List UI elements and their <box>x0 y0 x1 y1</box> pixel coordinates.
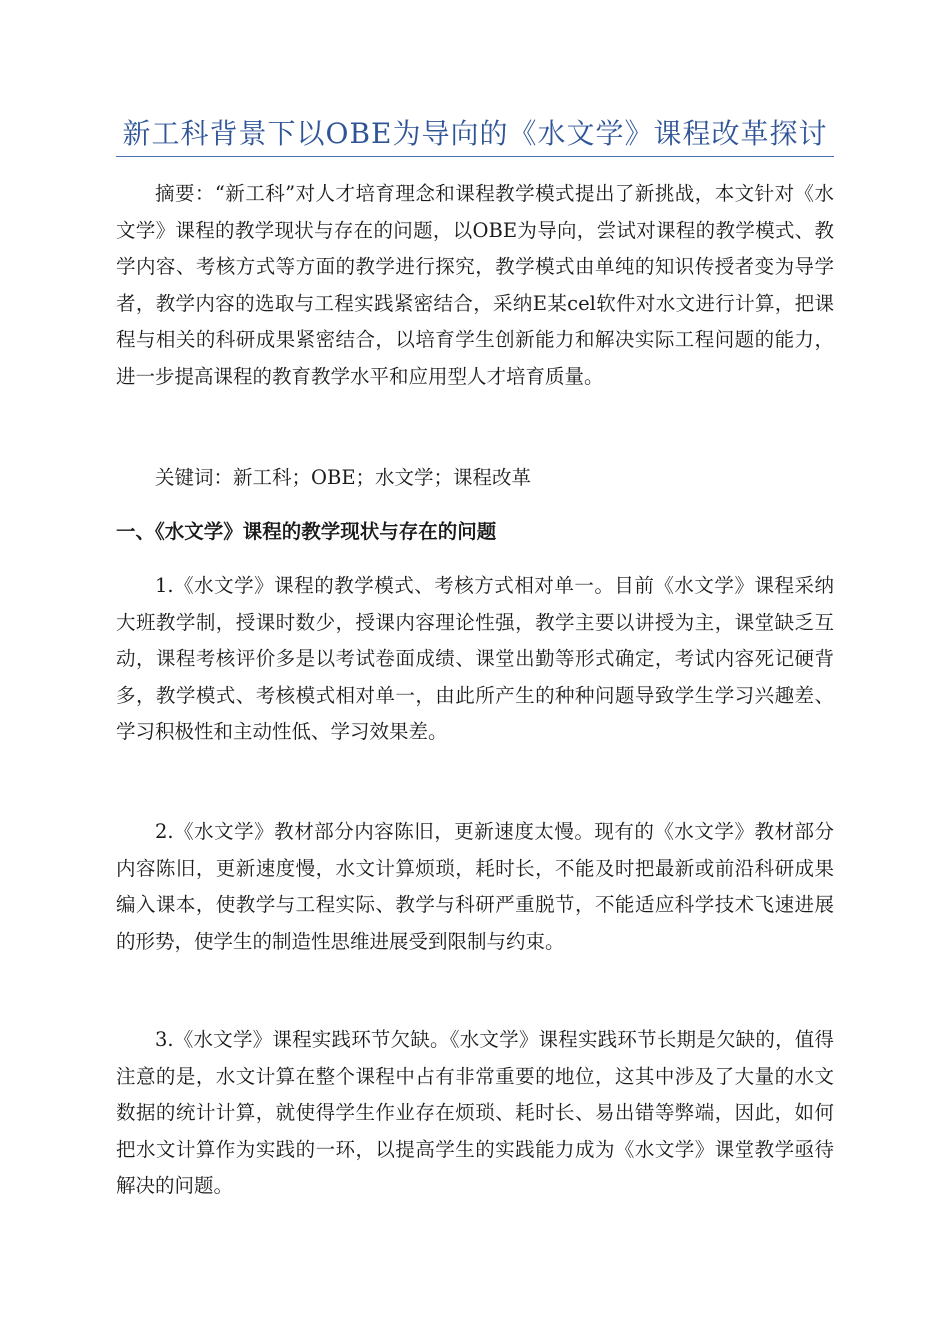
abstract-paragraph: 摘要：“新工科”对人才培育理念和课程教学模式提出了新挑战，本文针对《水文学》课程的教学现状与存在的问题，以OBE为导向，尝试对课程的教学模式、教学内容、考核方式等方面的教学进行探究，教学模式由单纯的知识传授者变为导学者，教学内容的选取与工程实践紧密结合，采纳E某cel软件对水文进行计算，把课程与相关的科研成果紧密结合，以培育学生创新能力和解决实际工程问题的能力，进一步提高课程的教育教学水平和应用型人才培育质量。 <box>116 182 834 388</box>
title-underline <box>116 156 834 157</box>
body-paragraph-3: 3.《水文学》课程实践环节欠缺。《水文学》课程实践环节长期是欠缺的，值得注意的是，水文计算在整个课程中占有非常重要的地位，这其中涉及了大量的水文数据的统计计算，就使得学生作业存在烦琐、耗时长、易出错等弊端，因此，如何把水文计算作为实践的一环，以提高学生的实践能力成为《水文学》课堂教学亟待解决的问题。 <box>116 1028 834 1197</box>
section-heading: 一、《水文学》课程的教学现状与存在的问题 <box>116 520 497 543</box>
title-block <box>116 113 834 155</box>
body-paragraph-1: 1.《水文学》课程的教学模式、考核方式相对单一。目前《水文学》课程采纳大班教学制，授课时数少，授课内容理论性强，教学主要以讲授为主，课堂缺乏互动，课程考核评价多是以考试卷面成绩、课堂出勤等形式确定，考试内容死记硬背多，教学模式、考核模式相对单一，由此所产生的种种问题导致学生学习兴趣差、学习积极性和主动性低、学习效果差。 <box>116 574 834 743</box>
body-paragraph-2: 2.《水文学》教材部分内容陈旧，更新速度太慢。现有的《水文学》教材部分内容陈旧，更新速度慢，水文计算烦琐，耗时长，不能及时把最新或前沿科研成果编入课本，使教学与工程实际、教学与科研严重脱节，不能适应科学技术飞速进展的形势，使学生的制造性思维进展受到限制与约束。 <box>116 820 834 953</box>
keywords-line: 关键词：新工科；OBE；水文学；课程改革 <box>155 466 532 489</box>
document-title: 新工科背景下以OBE为导向的《水文学》课程改革探讨 <box>122 117 828 150</box>
